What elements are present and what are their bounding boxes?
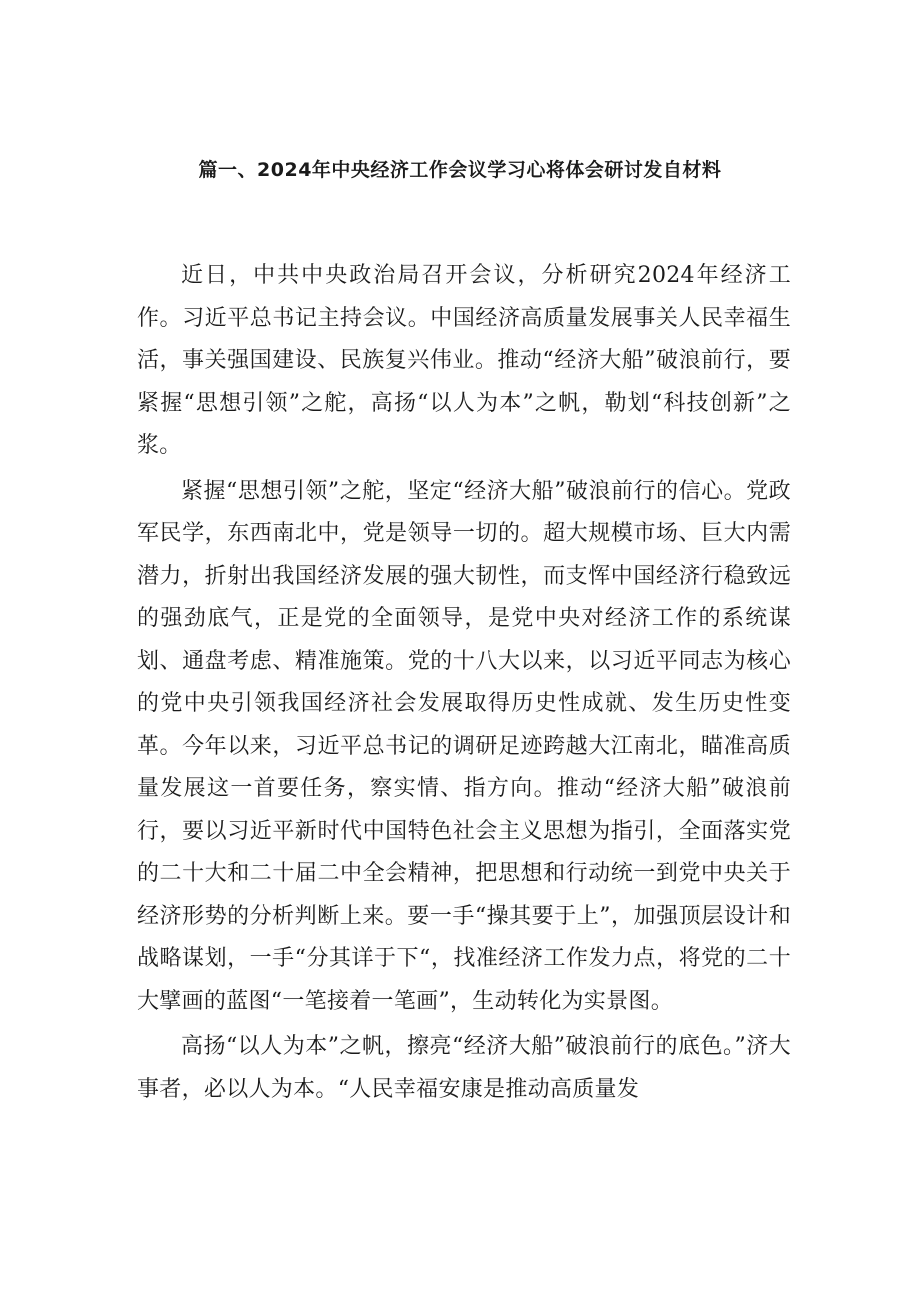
document-body <box>137 255 791 1114</box>
paragraph-2: 紧握“思想引领”之舵，坚定“经济大船”破浪前行的信心。党政军民学，东西南北中，党是领导一切的。超大规模市场、巨大内需潜力，折射出我国经济发展的强大韧性，而支恽中国经济行稳致远的强劲底气，正是党的全面领导，是党中央对经济工作的系统谋划、通盘考虑、精准施策。党的十八大以来，以习近平同志为核心的党中央引领我国经济社会发展取得历史性成就、发生历史性变革。今年以来，习近平总书记的调研足迹跨越大江南北，瞄准高质量发展这一首要任务，察实情、指方向。推动“经济大船”破浪前行，要以习近平新时代中国特色社会主义思想为指引，全面落实党的二十大和二十届二中全会精神，把思想和行动统一到党中央关于经济形势的分析判断上来。要一手“操其要于上”，加强顶层设计和战略谋划，一手“分其详于下“，找准经济工作发力点，将党的二十大擘画的蓝图“一笔接着一笔画”，生动转化为实景图。 <box>137 478 791 1014</box>
document-title: 篇一、2024年中央经济工作会议学习心将体会研讨发自材料 <box>198 159 722 181</box>
paragraph-3: 高扬“以人为本”之帆，擦亮“经济大船”破浪前行的底色。”济大事者，必以人为本。“人民幸福安康是推动高质量发 <box>137 1034 791 1102</box>
paragraph-1: 近日，中共中央政治局召开会议，分析研究2024年经济工作。习近平总书记主持会议。中国经济高质量发展事关人民幸福生活，事关强国建设、民族复兴伟业。推动“经济大船”破浪前行，要紧握“思想引领”之舵，高扬“以人为本”之帆，勒划“科技创新”之浆。 <box>137 263 791 458</box>
